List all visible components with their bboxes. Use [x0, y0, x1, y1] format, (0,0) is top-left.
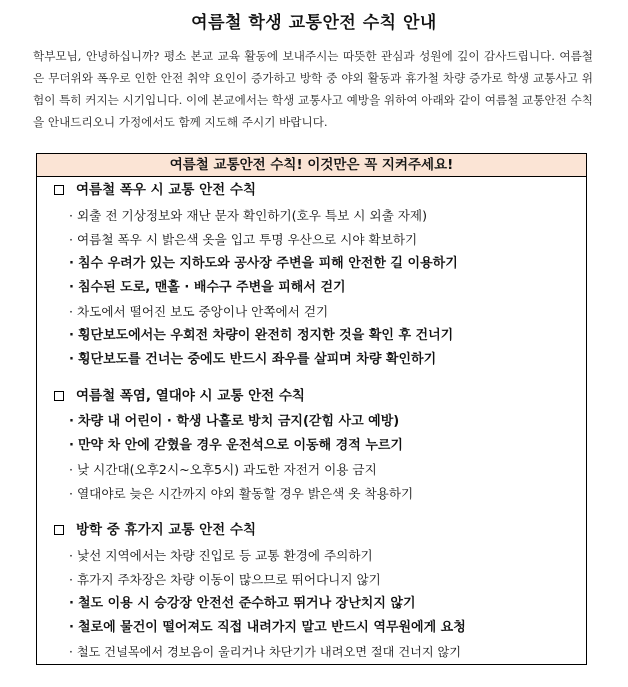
list-item: · 차량 내 어린이 · 학생 나홀로 방치 금지(갇힘 사고 예방) — [69, 414, 400, 429]
list-item: · 철도 이용 시 승강장 안전선 준수하고 뛰거나 장난치지 않기 — [69, 596, 416, 611]
checkbox-square-icon — [54, 185, 64, 195]
list-item: · 침수 우려가 있는 지하도와 공사장 주변을 피해 안전한 길 이용하기 — [69, 256, 458, 271]
list-item: · 만약 차 안에 갇혔을 경우 운전석으로 이동해 경적 누르기 — [69, 438, 403, 453]
section-title: 방학 중 휴가지 교통 안전 수칙 — [54, 520, 256, 540]
list-item: · 낯선 지역에서는 차량 진입로 등 교통 환경에 주의하기 — [69, 548, 373, 563]
list-item: · 차도에서 떨어진 보도 중앙이나 안쪽에서 걷기 — [69, 304, 329, 319]
list-item: · 외출 전 기상정보와 재난 문자 확인하기(호우 특보 시 외출 자제) — [69, 208, 428, 223]
rules-box-header: 여름철 교통안전 수칙! 이것만은 꼭 지켜주세요! — [37, 154, 586, 177]
list-item: · 철로에 물건이 떨어져도 직접 내려가지 말고 반드시 역무원에게 요청 — [69, 620, 466, 635]
list-item: · 여름철 폭우 시 밝은색 옷을 입고 투명 우산으로 시야 확보하기 — [69, 232, 418, 247]
list-item: · 휴가지 주차장은 차량 이동이 많으므로 뛰어다니지 않기 — [69, 572, 381, 587]
checkbox-square-icon — [54, 391, 64, 401]
list-item: · 횡단보도를 건너는 중에도 반드시 좌우를 살피며 차량 확인하기 — [69, 352, 437, 367]
list-item: · 낮 시간대(오후2시~오후5시) 과도한 자전거 이용 금지 — [69, 462, 377, 477]
list-item: · 철도 건널목에서 경보음이 울리거나 차단기가 내려오면 절대 건너지 않기 — [69, 645, 462, 659]
list-item: · 침수된 도로, 맨홀 · 배수구 주변을 피해서 걷기 — [69, 280, 346, 295]
page-title: 여름철 학생 교통안전 수칙 안내 — [191, 13, 437, 33]
intro-paragraph: 학부모님, 안녕하십니까? 평소 본교 교육 활동에 보내주시는 따뜻한 관심과 성원에 깊이 감사드립니다. 여름철은 무더위와 폭우로 인한 안전 취약 요인이 증가하고 방학 중 야외 활동과 휴가철 차량 증가로 학생 교통사고 위험이 특히 커지는 시기입니다. 이에 본교에서는 학생 교통사고 예방을 위하여 아래와 같이 여름철 교통안전 수칙을 안내드리오니 가정에서도 함께 지도해 주시기 바랍니다. — [33, 49, 593, 129]
section-title: 여름철 폭우 시 교통 안전 수칙 — [54, 180, 256, 200]
section-title: 여름철 폭염, 열대야 시 교통 안전 수칙 — [54, 386, 305, 406]
checkbox-square-icon — [54, 525, 64, 535]
list-item: · 횡단보도에서는 우회전 차량이 완전히 정지한 것을 확인 후 건너기 — [69, 328, 454, 343]
list-item: · 열대야로 늦은 시간까지 야외 활동할 경우 밝은색 옷 착용하기 — [69, 486, 414, 501]
rules-box — [36, 153, 587, 665]
